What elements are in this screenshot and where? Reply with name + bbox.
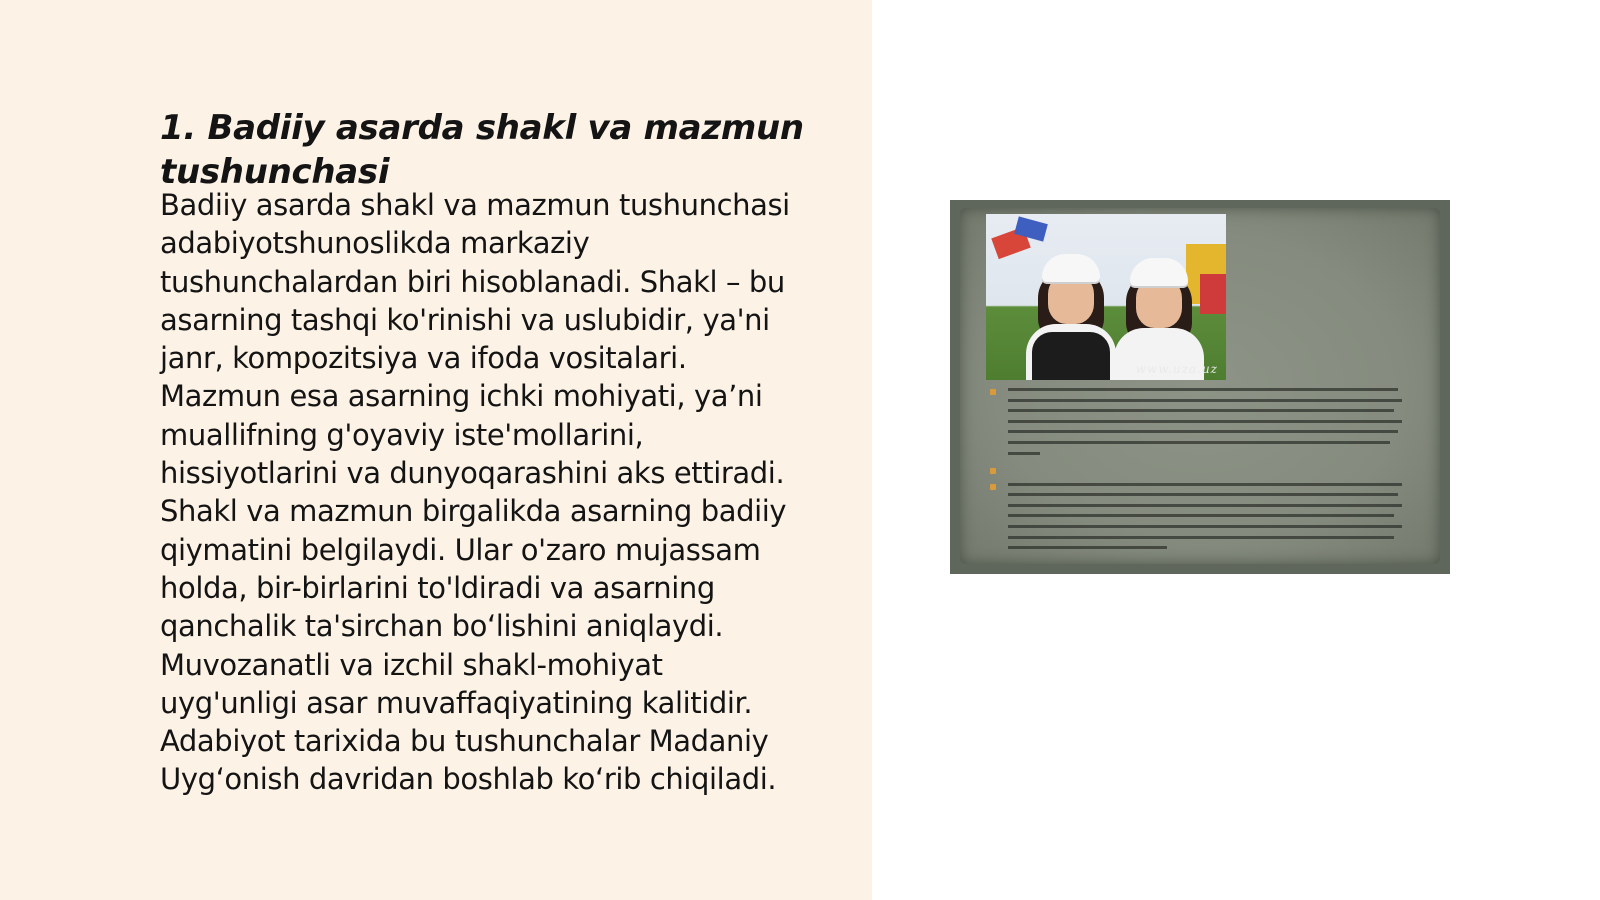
slide-body-text xyxy=(160,186,850,799)
body-line: Uyg‘onish davridan boshlab ko‘rib chiqiladi. xyxy=(160,762,777,797)
slide-screenshot-image xyxy=(950,200,1450,574)
image-paragraph xyxy=(990,388,1406,455)
body-line: holda, bir-birlarini to'ldiradi va asarning xyxy=(160,570,715,605)
girl-figure xyxy=(1026,240,1116,380)
image-text-block xyxy=(990,388,1406,567)
body-line: Badiiy asarda shakl va mazmun tushunchasi xyxy=(160,188,790,222)
body-line: hissiyotlarini va dunyoqarashini aks ettiradi. xyxy=(160,456,785,491)
body-line: qiymatini belgilaydi. Ular o'zaro mujassam xyxy=(160,532,761,567)
image-paragraph xyxy=(990,483,1406,550)
bullet-icon xyxy=(990,389,996,395)
body-line: tushunchalardan biri hisoblanadi. Shakl – bu xyxy=(160,264,785,299)
girl-figure xyxy=(1114,244,1204,380)
body-line: asarning tashqi ko'rinishi va uslubidir, ya'ni xyxy=(160,302,770,337)
body-line: janr, kompozitsiya va ifoda vositalari. xyxy=(160,341,687,376)
body-line: muallifning g'oyaviy iste'mollarini, xyxy=(160,417,644,452)
body-line: adabiyotshunoslikda markaziy xyxy=(160,226,590,261)
image-paper-background xyxy=(960,208,1440,564)
body-line: Shakl va mazmun birgalikda asarning badiiy xyxy=(160,494,787,529)
body-line: Adabiyot tarixida bu tushunchalar Madaniy xyxy=(160,724,769,759)
slide-title: 1. Badiiy asarda shakl va mazmun tushunchasi xyxy=(160,108,804,192)
body-line: uyg'unligi asar muvaffaqiyatining kalitidir. xyxy=(160,685,753,720)
bullet-icon xyxy=(990,484,996,490)
body-line: Muvozanatli va izchil shakl-mohiyat xyxy=(160,647,663,682)
body-line: qanchalik ta'sirchan bo‘lishini aniqlaydi. xyxy=(160,609,724,644)
bullet-icon xyxy=(990,468,996,474)
image-watermark: www.uza.uz xyxy=(1135,362,1218,376)
photo-two-girls-image xyxy=(986,214,1226,380)
body-line: Mazmun esa asarning ichki mohiyati, ya’ni xyxy=(160,379,763,414)
image-paragraph xyxy=(990,467,1406,477)
